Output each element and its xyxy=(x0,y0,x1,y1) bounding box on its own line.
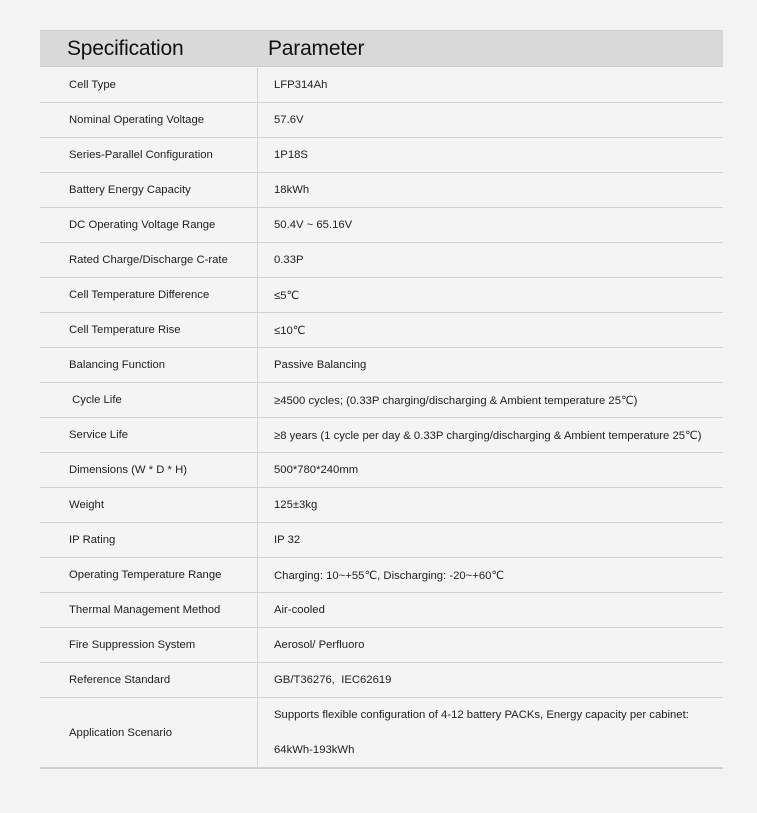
table-row xyxy=(40,663,723,698)
spec-cell: Application Scenario xyxy=(40,698,258,767)
param-cell: ≥4500 cycles; (0.33P charging/discharging & Ambient temperature 25℃) xyxy=(274,394,638,407)
table-row xyxy=(40,348,723,383)
table-row xyxy=(40,208,723,243)
table-row xyxy=(40,278,723,313)
table-row xyxy=(40,593,723,628)
table-row xyxy=(40,523,723,558)
table-row xyxy=(40,488,723,523)
param-cell: 0.33P xyxy=(274,254,304,266)
param-cell: Charging: 10~+55℃, Discharging: -20~+60℃ xyxy=(274,569,505,582)
table-row xyxy=(40,453,723,488)
spec-cell: Reference Standard xyxy=(40,663,258,697)
spec-cell: Series-Parallel Configuration xyxy=(40,138,258,172)
param-cell: 125±3kg xyxy=(274,499,318,511)
param-cell: 500*780*240mm xyxy=(274,464,359,476)
table-header xyxy=(40,30,723,67)
table-row xyxy=(40,558,723,593)
spec-cell: Balancing Function xyxy=(40,348,258,382)
table-row xyxy=(40,243,723,278)
spec-cell: Cell Temperature Difference xyxy=(40,278,258,312)
param-cell: LFP314Ah xyxy=(274,79,328,91)
table-row xyxy=(40,103,723,138)
table-row xyxy=(40,628,723,663)
param-cell: 18kWh xyxy=(274,184,310,196)
spec-cell: Weight xyxy=(40,488,258,522)
param-cell: Air-cooled xyxy=(274,604,325,616)
spec-cell: Cell Temperature Rise xyxy=(40,313,258,347)
spec-cell: Dimensions (W * D * H) xyxy=(40,453,258,487)
param-cell: 57.6V xyxy=(274,114,304,126)
param-column-header: Parameter xyxy=(268,37,365,60)
spec-cell: Rated Charge/Discharge C-rate xyxy=(40,243,258,277)
spec-cell: Cell Type xyxy=(40,68,258,102)
spec-cell: Battery Energy Capacity xyxy=(40,173,258,207)
spec-cell: IP Rating xyxy=(40,523,258,557)
spec-column-header: Specification xyxy=(67,37,184,60)
param-cell: ≥8 years (1 cycle per day & 0.33P charging/discharging & Ambient temperature 25℃) xyxy=(274,429,702,442)
table-row xyxy=(40,138,723,173)
param-cell: ≤5℃ xyxy=(274,289,300,302)
table-row xyxy=(40,383,723,418)
table-row xyxy=(40,418,723,453)
spec-cell: DC Operating Voltage Range xyxy=(40,208,258,242)
param-line: Supports flexible configuration of 4-12 battery PACKs, Energy capacity per cabinet: xyxy=(274,708,689,721)
param-cell xyxy=(258,698,723,767)
table-row xyxy=(40,173,723,208)
param-cell: 50.4V ~ 65.16V xyxy=(274,219,353,231)
param-cell: GB/T36276, IEC62619 xyxy=(274,674,392,686)
spec-cell: Service Life xyxy=(40,418,258,452)
table-row xyxy=(40,313,723,348)
spec-cell: Thermal Management Method xyxy=(40,593,258,627)
table-row xyxy=(40,68,723,103)
spec-cell: Nominal Operating Voltage xyxy=(40,103,258,137)
param-cell: 1P18S xyxy=(274,149,308,161)
table-body xyxy=(40,68,723,698)
param-cell: IP 32 xyxy=(274,534,301,546)
param-cell: ≤10℃ xyxy=(274,324,306,337)
param-cell: Passive Balancing xyxy=(274,359,367,371)
param-cell: Aerosol/ Perfluoro xyxy=(274,639,365,651)
param-line: 64kWh-193kWh xyxy=(274,743,355,756)
table-row xyxy=(40,698,723,768)
spec-cell: Operating Temperature Range xyxy=(40,558,258,592)
spec-cell: Cycle Life xyxy=(40,383,258,417)
spec-cell: Fire Suppression System xyxy=(40,628,258,662)
spec-table xyxy=(40,30,723,769)
